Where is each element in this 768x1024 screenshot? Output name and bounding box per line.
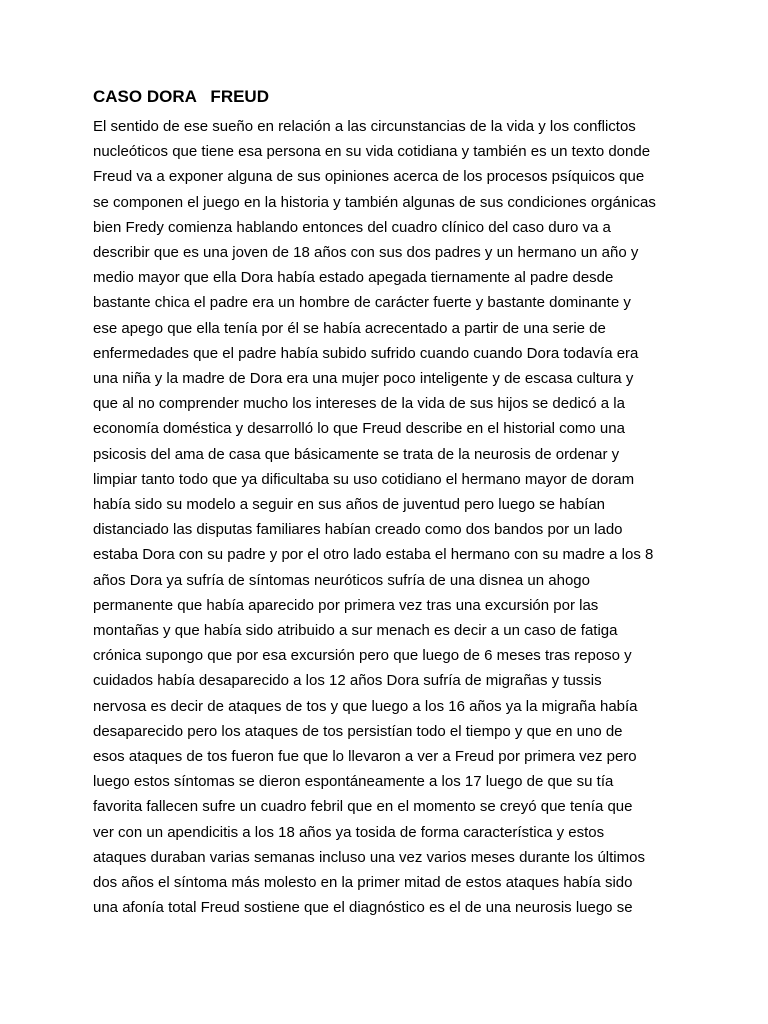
body-text-line: crónica supongo que por esa excursión pero que luego de 6 meses tras reposo y [93,647,632,665]
body-text-line: luego estos síntomas se dieron espontáneamente a los 17 luego de que su tía [93,773,614,791]
body-text-line: años Dora ya sufría de síntomas neuróticos sufría de una disnea un ahogo [93,571,590,589]
body-text-line: enfermedades que el padre había subido sufrido cuando cuando Dora todavía era [93,344,639,362]
body-text-line: distanciado las disputas familiares habían creado como dos bandos por un lado [93,521,623,539]
body-text-line: limpiar tanto todo que ya dificultaba su uso cotidiano el hermano mayor de doram [93,470,635,488]
body-text-line: ataques duraban varias semanas incluso una vez varios meses durante los últimos [93,848,645,866]
body-text-line: permanente que había aparecido por primera vez tras una excursión por las [93,596,599,614]
body-text-line: montañas y que había sido atribuido a sur menach es decir a un caso de fatiga [93,622,618,640]
body-text-line: ver con un apendicitis a los 18 años ya tosida de forma característica y estos [93,823,605,841]
body-text-line: ese apego que ella tenía por él se había acrecentado a partir de una serie de [93,319,606,337]
body-text-line: El sentido de ese sueño en relación a las circunstancias de la vida y los conflictos [93,118,636,135]
body-text-line: economía doméstica y desarrolló lo que Freud describe en el historial como una [93,420,625,438]
body-text-line: nervosa es decir de ataques de tos y que luego a los 16 años ya la migraña había [93,697,638,715]
body-text-line: bastante chica el padre era un hombre de carácter fuerte y bastante dominante y [93,294,631,312]
body-text-line: Freud va a exponer alguna de sus opiniones acerca de los procesos psíquicos que [93,168,645,186]
body-text-line: cuidados había desaparecido a los 12 años Dora sufría de migrañas y tussis [93,672,602,690]
body-text-line: una niña y la madre de Dora era una mujer poco inteligente y de escasa cultura y [93,370,634,388]
body-text-line: describir que es una joven de 18 años con sus dos padres y un hermano un año y [93,244,639,262]
body-text-line: bien Fredy comienza hablando entonces del cuadro clínico del caso duro va a [93,218,611,236]
body-text-line: que al no comprender mucho los intereses de la vida de sus hijos se dedicó a la [93,395,625,413]
body-text-line: estaba Dora con su padre y por el otro lado estaba el hermano con su madre a los 8 [93,546,654,564]
body-text-line: se componen el juego en la historia y también algunas de sus condiciones orgánicas [93,193,656,211]
body-text-line: favorita fallecen sufre un cuadro febril que en el momento se creyó que tenía que [93,798,633,816]
body-text-line: nucleóticos que tiene esa persona en su vida cotidiana y también es un texto donde [93,143,651,161]
body-text-line: medio mayor que ella Dora había estado apegada tiernamente al padre desde [93,269,614,287]
document-body [93,114,693,921]
body-text-line: dos años el síntoma más molesto en la primer mitad de estos ataques había sido [93,874,633,892]
body-text-line: desaparecido pero los ataques de tos persistían todo el tiempo y que en uno de [93,722,623,740]
body-text-line: una afonía total Freud sostiene que el diagnóstico es el de una neurosis luego se [93,899,633,917]
document-title: CASO DORA FREUD [93,87,269,106]
body-text-line: había sido su modelo a seguir en sus años de juventud pero luego se habían [93,496,606,514]
body-text-line: psicosis del ama de casa que básicamente se trata de la neurosis de ordenar y [93,445,620,463]
body-text-line: esos ataques de tos fueron fue que lo llevaron a ver a Freud por primera vez pero [93,748,637,766]
